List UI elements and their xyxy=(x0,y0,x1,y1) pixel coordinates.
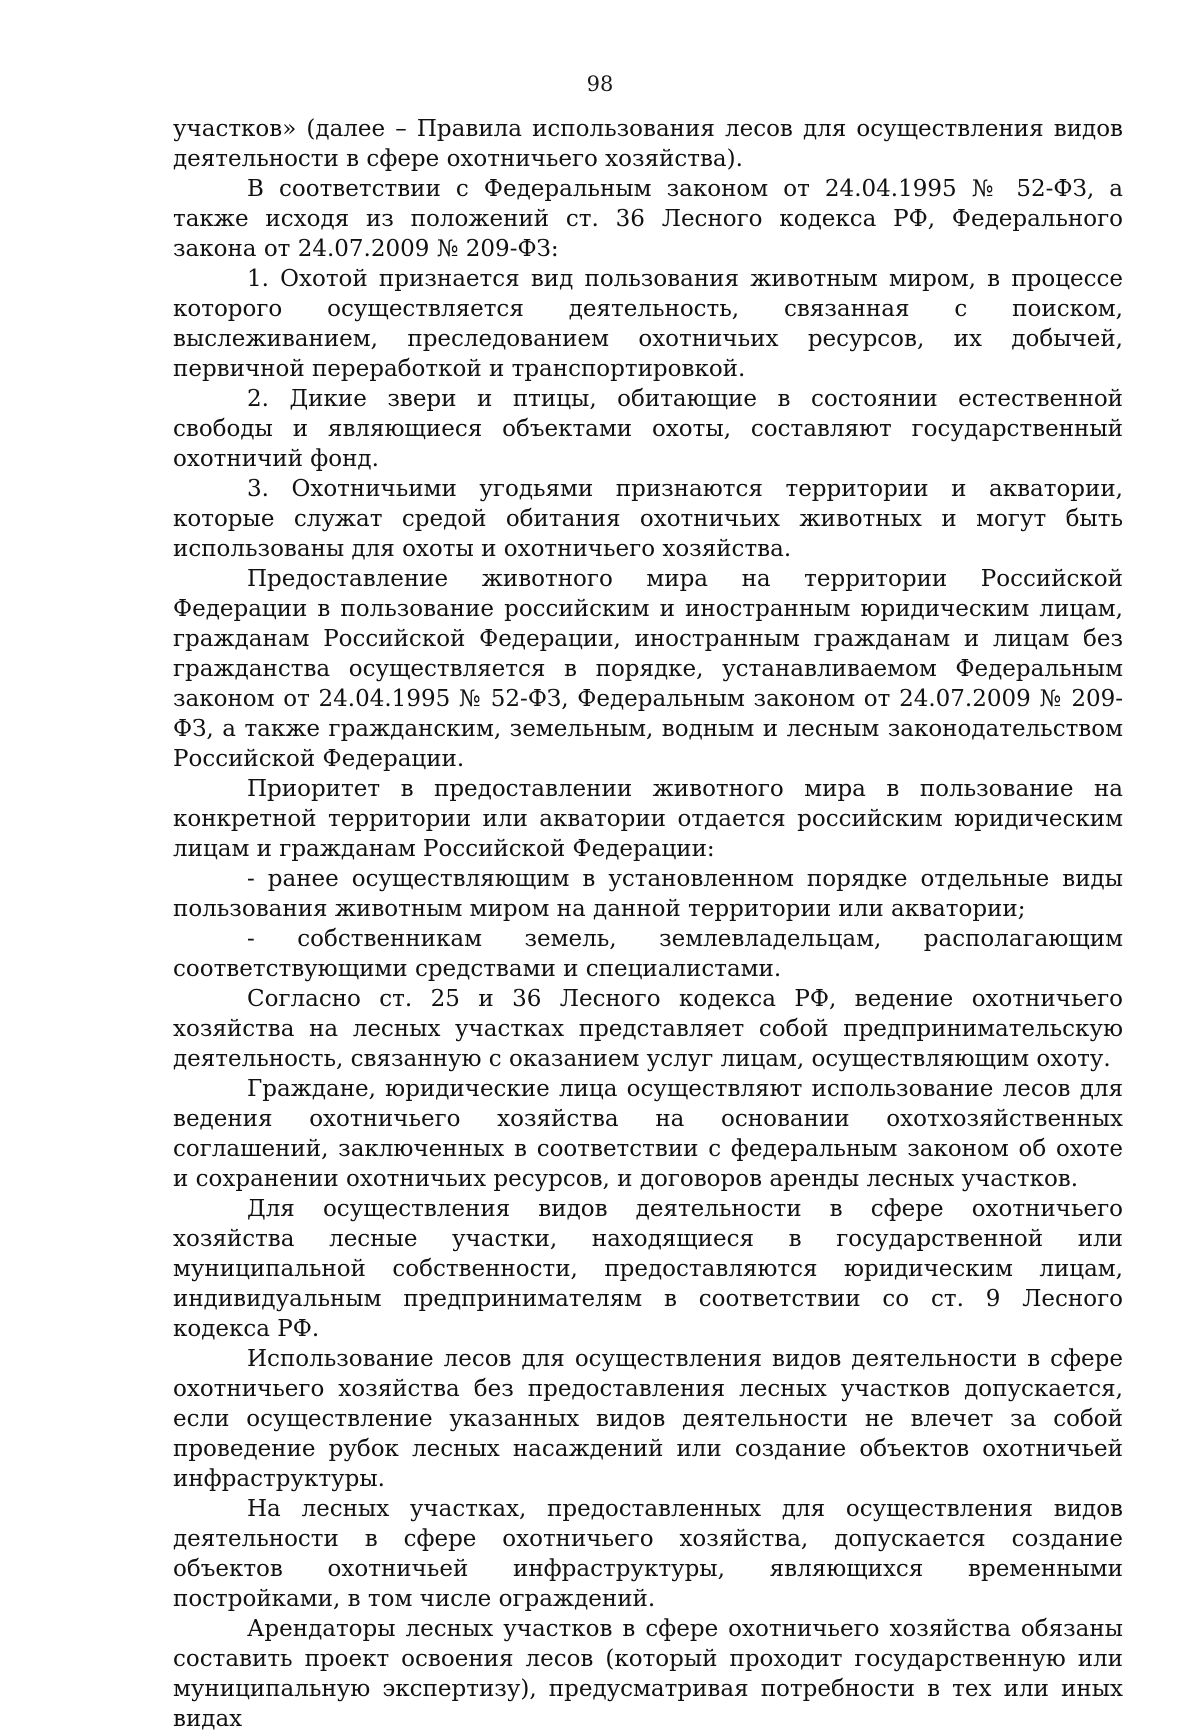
paragraph: Предоставление животного мира на территории Российской Федерации в пользование российским и иностранным юридическим лицам, гражданам Российской Федерации, иностранным гражданам и лицам без гражданства осуществляется в порядке, устанавливаемом Федеральным законом от 24.04.1995 № 52-ФЗ, Федеральным законом от 24.07.2009 № 209-ФЗ, а также гражданским, земельным, водным и лесным законодательством Российской Федерации. xyxy=(173,566,1123,772)
paragraph: Согласно ст. 25 и 36 Лесного кодекса РФ, ведение охотничьего хозяйства на лесных участках представляет собой предпринимательскую деятельность, связанную с оказанием услуг лицам, осуществляющим охоту. xyxy=(173,986,1123,1072)
paragraph: В соответствии с Федеральным законом от 24.04.1995 № 52-ФЗ, а также исходя из положений ст. 36 Лесного кодекса РФ, Федерального закона от 24.07.2009 № 209-ФЗ: xyxy=(173,176,1123,262)
paragraph: На лесных участках, предоставленных для осуществления видов деятельности в сфере охотничьего хозяйства, допускается создание объектов охотничьей инфраструктуры, являющихся временными постройками, в том числе ограждений. xyxy=(173,1496,1123,1612)
paragraph-item-1: 1. Охотой признается вид пользования животным миром, в процессе которого осуществляется деятельность, связанная с поиском, выслеживанием, преследованием охотничьих ресурсов, их добычей, первичной переработкой и транспортировкой. xyxy=(173,266,1123,382)
paragraph-item-3: 3. Охотничьими угодьями признаются территории и акватории, которые служат средой обитания охотничьих животных и могут быть использованы для охоты и охотничьего хозяйства. xyxy=(173,476,1123,562)
page-number: 98 xyxy=(586,72,614,96)
list-item: - собственникам земель, землевладельцам, располагающим соответствующими средствами и специалистами. xyxy=(173,926,1123,982)
paragraph: Граждане, юридические лица осуществляют использование лесов для ведения охотничьего хозяйства на основании охотхозяйственных соглашений, заключенных в соответствии с федеральным законом об охоте и сохранении охотничьих ресурсов, и договоров аренды лесных участков. xyxy=(173,1076,1123,1192)
paragraph: Приоритет в предоставлении животного мира в пользование на конкретной территории или акватории отдается российским юридическим лицам и гражданам Российской Федерации: xyxy=(173,776,1123,862)
paragraph: Арендаторы лесных участков в сфере охотничьего хозяйства обязаны составить проект освоения лесов (который проходит государственную или муниципальную экспертизу), предусматривая потребности в тех или иных видах xyxy=(173,1616,1123,1732)
document-body xyxy=(173,114,1123,1734)
paragraph: Использование лесов для осуществления видов деятельности в сфере охотничьего хозяйства без предоставления лесных участков допускается, если осуществление указанных видов деятельности не влечет за собой проведение рубок лесных насаждений или создание объектов охотничьей инфраструктуры. xyxy=(173,1346,1123,1492)
paragraph: Для осуществления видов деятельности в сфере охотничьего хозяйства лесные участки, находящиеся в государственной или муниципальной собственности, предоставляются юридическим лицам, индивидуальным предпринимателям в соответствии со ст. 9 Лесного кодекса РФ. xyxy=(173,1196,1123,1342)
paragraph-continuation: участков» (далее – Правила использования лесов для осуществления видов деятельности в сфере охотничьего хозяйства). xyxy=(173,116,1123,172)
list-item: - ранее осуществляющим в установленном порядке отдельные виды пользования животным миром на данной территории или акватории; xyxy=(173,866,1123,922)
paragraph-item-2: 2. Дикие звери и птицы, обитающие в состоянии естественной свободы и являющиеся объектами охоты, составляют государственный охотничий фонд. xyxy=(173,386,1123,472)
